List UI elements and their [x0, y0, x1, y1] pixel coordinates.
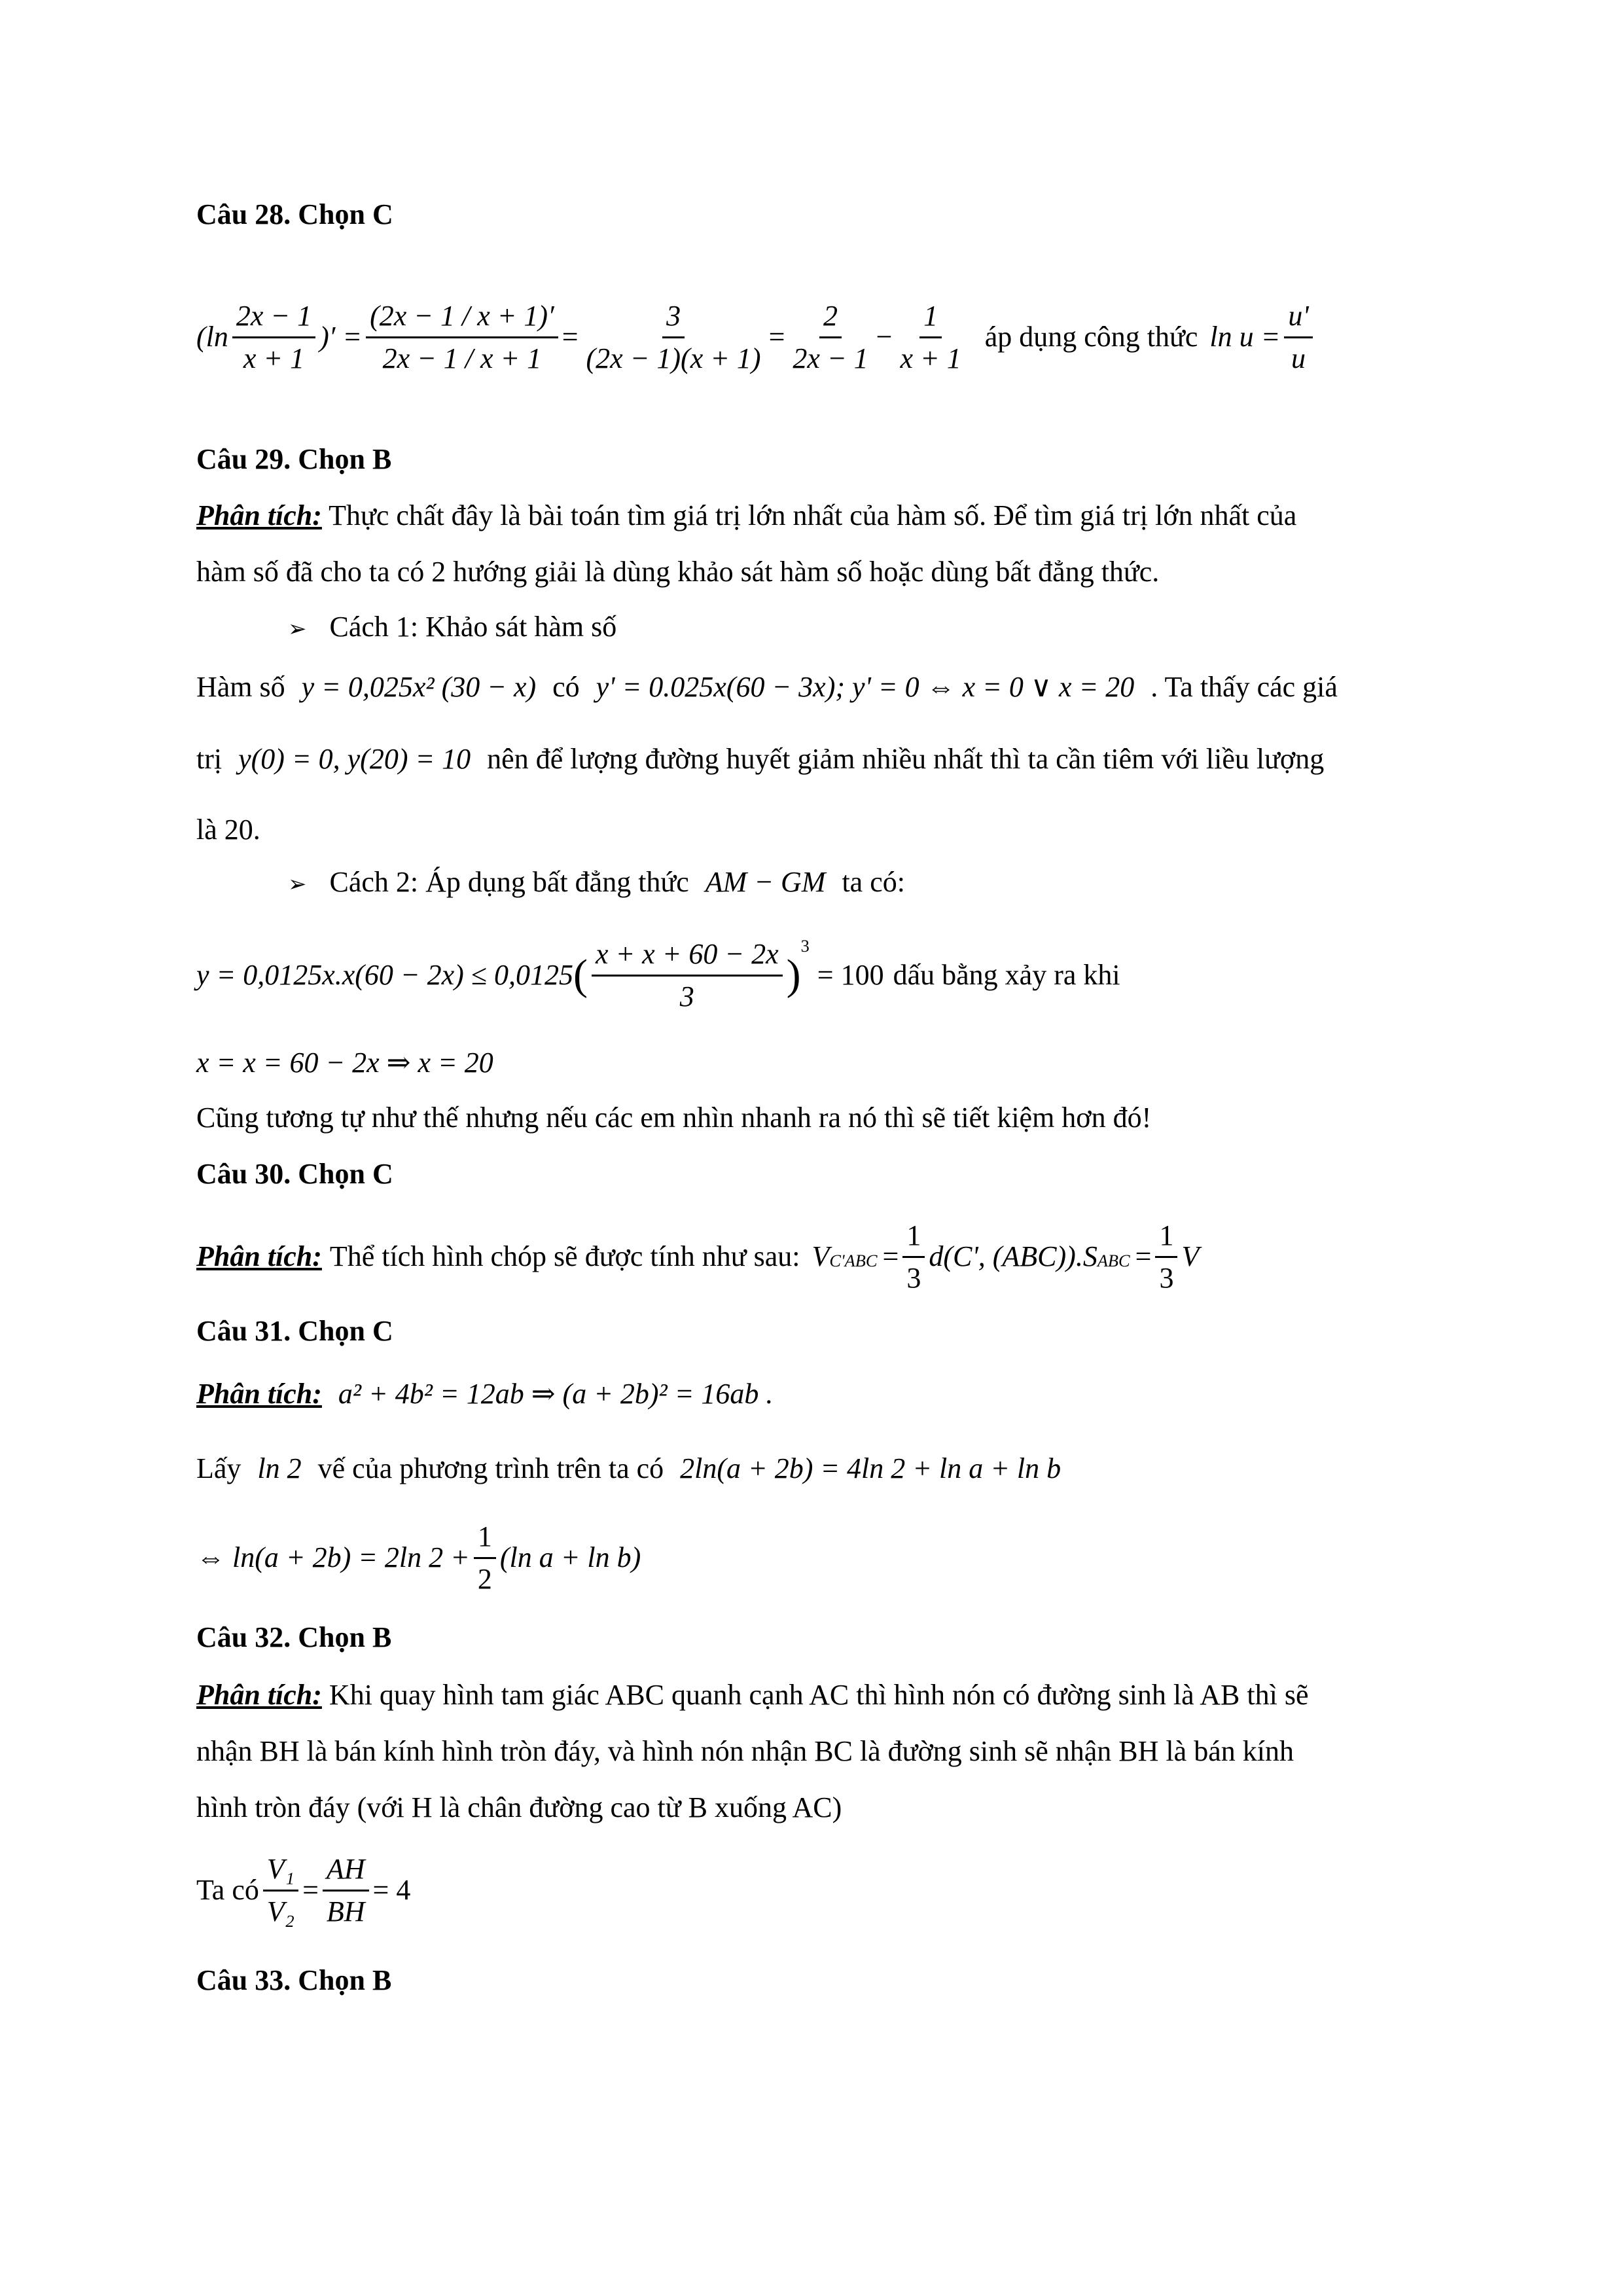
q33-heading: Câu 33. Chọn B — [196, 1964, 392, 1996]
q28-formula-fraction: $\frac{u'}{u}$ — [1284, 296, 1312, 379]
q29-closing: Cũng tương tự như thế nhưng nếu các em nhìn nhanh ra nó thì sẽ tiết kiệm hơn đó! — [196, 1102, 1152, 1134]
q28-equals-1: = — [562, 321, 579, 353]
q29-m2-fraction: $\frac{x + x + 60 - 2x}{3}$ — [592, 934, 783, 1017]
q28-formula — [196, 249, 1317, 425]
q29-m1-line3: là 20. — [196, 814, 260, 846]
q32-label: Phân tích: — [196, 1679, 322, 1711]
q32-height-fraction: $\frac{AH}{BH}$ — [323, 1849, 369, 1932]
q30-third-fraction: $\frac{1}{3}$ — [902, 1215, 925, 1299]
q32-volume-fraction: $\frac{\text{V₁}}{\text{V₂}}$ — [263, 1849, 298, 1932]
q29-analysis-line1: Phân tích: Thực chất đây là bài toán tìm giá trị lớn nhất của hàm số. Để tìm giá trị lớn nhất của — [196, 499, 1297, 531]
q31-heading: Câu 31. Chọn C — [196, 1315, 393, 1347]
q30-analysis: Phân tích: Thể tích hình chóp sẽ được tính như sau: V C'ABC = $\frac{1}{3}$ d(C', (ABC)).S ABC = $\frac{1}{3}$ V — [196, 1204, 1199, 1309]
q28-derivative-fraction: $\frac{(2x - 1 / x + 1)'}{2x - 1 / x + 1}$ — [366, 296, 558, 379]
q28-lhs: (ln — [196, 321, 228, 353]
q32-analysis-line1: Phân tích: Khi quay hình tam giác ABC quanh cạnh AC thì hình nón có đường sinh là AB thì sẽ — [196, 1679, 1309, 1711]
q29-analysis-line2: hàm số đã cho ta có 2 hướng giải là dùng khảo sát hàm số hoặc dùng bất đẳng thức. — [196, 556, 1160, 588]
q29-m1-line2: trị y(0) = 0, y(20) = 10 nên để lượng đường huyết giảm nhiều nhất thì ta cần tiêm với liều lượng — [196, 743, 1325, 775]
q32-analysis-line2: nhận BH là bán kính hình tròn đáy, và hình nón nhận BC là đường sinh sẽ nhận BH là bán kính — [196, 1735, 1294, 1767]
q28-fraction-3: $\frac{2}{2x - 1}$ — [789, 296, 872, 379]
q31-line3: ⇔ ln(a + 2b) = 2ln 2 + $\frac{1}{2}$ (ln a + ln b) — [196, 1505, 641, 1610]
q29-m2-formula: y = 0,0125x.x(60 − 2x) ≤ 0,0125 ( $\frac{x + x + 60 - 2x}{3}$ ) $^3$ = 100 dấu bằng xảy ra khi — [196, 920, 1120, 1031]
q29-m1-line1: Hàm số y = 0,025x² (30 − x) có y' = 0.025x(60 − 3x); y' = 0 ⇔ x = 0 ∨ x = 20 . Ta thấy các giá — [196, 671, 1338, 703]
q28-equals-2: = — [768, 321, 785, 353]
q28-heading: Câu 28. Chọn C — [196, 198, 393, 230]
q31-label: Phân tích: — [196, 1378, 322, 1410]
q32-analysis-line3: hình tròn đáy (với H là chân đường cao từ B xuống AC) — [196, 1791, 842, 1823]
q28-note: áp dụng công thức — [984, 321, 1198, 353]
q31-half-fraction: $\frac{1}{2}$ — [474, 1516, 496, 1600]
arrow-bullet-icon: ➢ — [288, 872, 307, 897]
q32-ratio: Ta có $\frac{\text{V₁}}{\text{V₂}}$ = $\frac{AH}{BH}$ = 4 — [196, 1838, 410, 1943]
q30-label: Phân tích: — [196, 1240, 322, 1272]
q28-fraction-2: $\frac{3}{(2x - 1)(x + 1)}$ — [582, 296, 765, 379]
q30-heading: Câu 30. Chọn C — [196, 1158, 393, 1190]
arrow-bullet-icon: ➢ — [288, 617, 307, 641]
q29-heading: Câu 29. Chọn B — [196, 443, 392, 475]
q31-line2: Lấy ln 2 vế của phương trình trên ta có 2ln(a + 2b) = 4ln 2 + ln a + ln b — [196, 1452, 1061, 1484]
q28-lhs-close: )′ = — [319, 321, 363, 353]
q32-heading: Câu 32. Chọn B — [196, 1621, 392, 1653]
q30-third-fraction-2: $\frac{1}{3}$ — [1155, 1215, 1177, 1299]
q29-method2: ➢ Cách 2: Áp dụng bất đẳng thức AM − GM ta có: — [288, 866, 905, 898]
q28-minus: − — [876, 321, 893, 353]
q29-label: Phân tích: — [196, 499, 322, 531]
q28-fraction-4: $\frac{1}{x + 1}$ — [896, 296, 965, 379]
q29-m2-equality: x = x = 60 − 2x ⇒ x = 20 — [196, 1047, 493, 1079]
q29-method1: ➢ Cách 1: Khảo sát hàm số — [288, 611, 617, 643]
q28-formula-lhs: ln u = — [1209, 321, 1281, 353]
q28-lhs-fraction: $\frac{2x - 1}{x + 1}$ — [232, 296, 315, 379]
q31-analysis: Phân tích: a² + 4b² = 12ab ⇒ (a + 2b)² = 16ab . — [196, 1378, 774, 1410]
